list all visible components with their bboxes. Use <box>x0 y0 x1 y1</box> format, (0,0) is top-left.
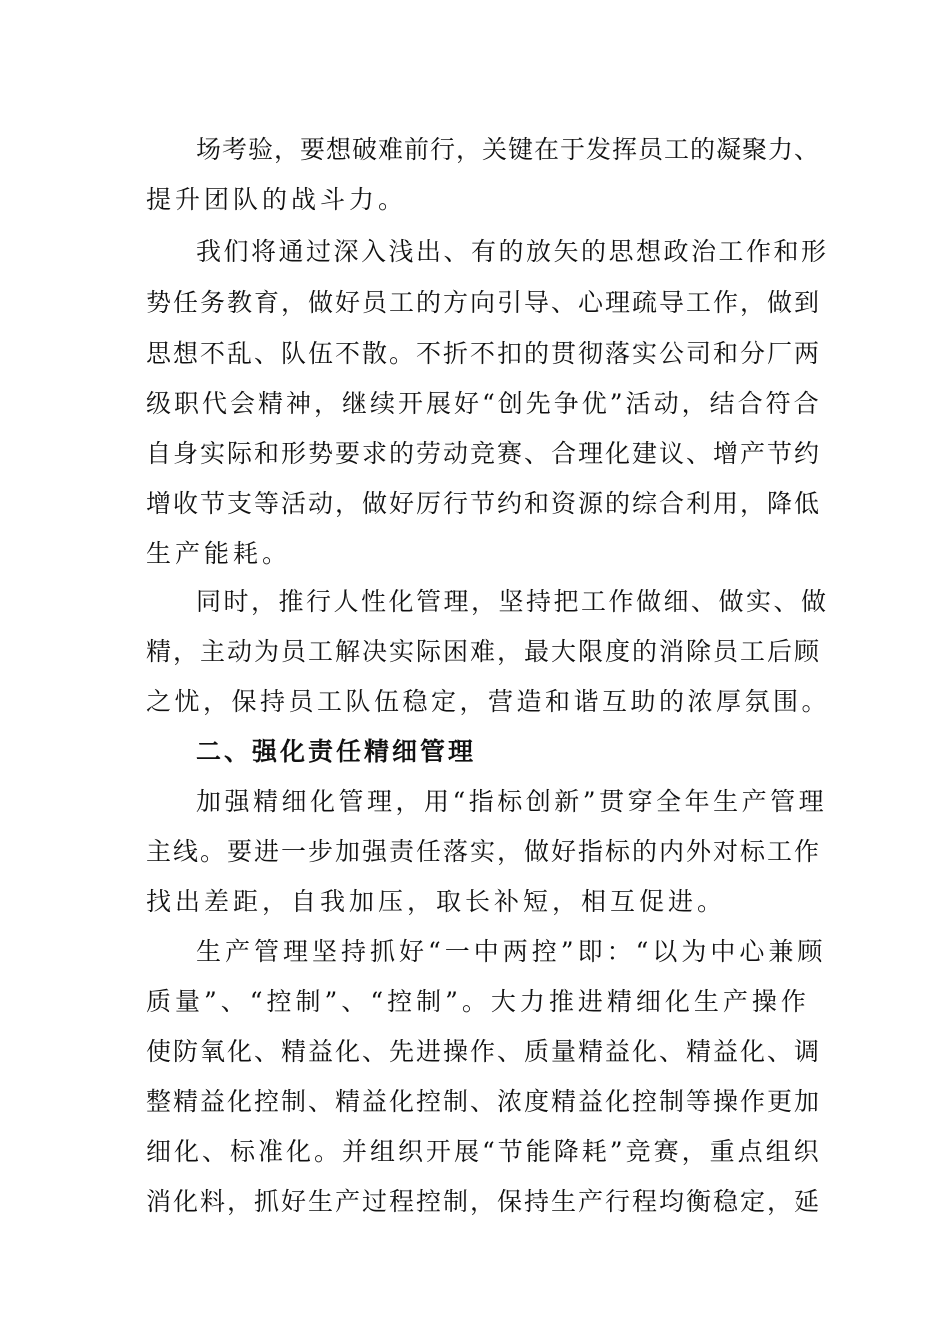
section-heading: 二、强化责任精细管理 <box>196 737 477 766</box>
text-line: 使防氧化、精益化、先进操作、质量精益化、精益化、调 <box>146 1037 822 1066</box>
text-line: 生产能耗。 <box>146 539 292 568</box>
text-line: 同时，推行人性化管理，坚持把工作做细、做实、做 <box>196 587 829 616</box>
text-line: 自身实际和形势要求的劳动竞赛、合理化建议、增产节约 <box>146 439 822 468</box>
text-line: 消化料，抓好生产过程控制，保持生产行程均衡稳定，延 <box>146 1187 822 1216</box>
text-line: 生产管理坚持抓好“一中两控”即：“以为中心兼顾 <box>196 937 827 966</box>
text-line: 找出差距，自我加压，取长补短，相互促进。 <box>146 887 727 916</box>
text-line: 我们将通过深入浅出、有的放矢的思想政治工作和形 <box>196 237 829 266</box>
text-line: 之忧，保持员工队伍稳定，营造和谐互助的浓厚氛围。 <box>146 687 831 716</box>
text-line: 思想不乱、队伍不散。不折不扣的贯彻落实公司和分厂两 <box>146 339 822 368</box>
text-line: 提升团队的战斗力。 <box>146 185 408 214</box>
text-line: 级职代会精神，继续开展好“创先争优”活动，结合符合 <box>146 389 822 418</box>
text-line: 整精益化控制、精益化控制、浓度精益化控制等操作更加 <box>146 1087 822 1116</box>
text-line: 势任务教育，做好员工的方向引导、心理疏导工作，做到 <box>146 288 822 317</box>
text-line: 精，主动为员工解决实际困难，最大限度的消除员工后顾 <box>146 637 822 666</box>
text-line: 主线。要进一步加强责任落实，做好指标的内外对标工作 <box>146 837 822 866</box>
text-line: 场考验，要想破难前行，关键在于发挥员工的凝聚力、 <box>196 135 821 164</box>
text-line: 细化、标准化。并组织开展“节能降耗”竞赛，重点组织 <box>146 1137 822 1166</box>
text-line: 加强精细化管理，用“指标创新”贯穿全年生产管理 <box>196 787 828 816</box>
text-line: 质量”、“控制”、“控制”。大力推进精细化生产操作 <box>146 987 810 1016</box>
text-line: 增收节支等活动，做好厉行节约和资源的综合利用，降低 <box>146 489 822 518</box>
